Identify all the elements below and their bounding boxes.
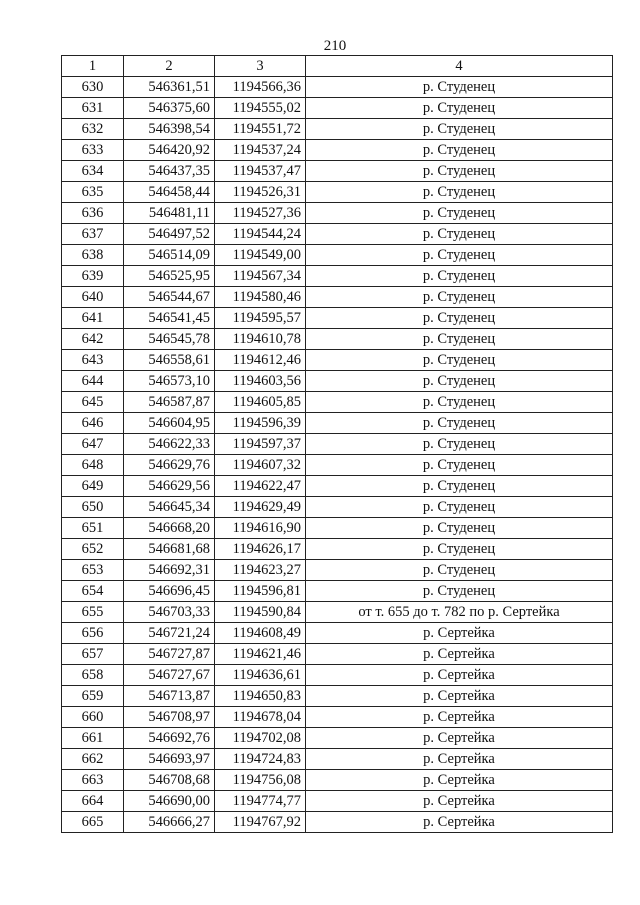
table-row <box>62 77 613 98</box>
y-coordinate-cell: 1194621,46 <box>215 644 306 665</box>
y-coordinate-cell: 1194551,72 <box>215 119 306 140</box>
table-row <box>62 560 613 581</box>
table-header <box>62 56 613 77</box>
description-cell: р. Студенец <box>306 455 613 476</box>
coordinates-table <box>61 55 613 833</box>
y-coordinate-cell: 1194636,61 <box>215 665 306 686</box>
point-number-cell: 656 <box>62 623 124 644</box>
table-row <box>62 266 613 287</box>
point-number-cell: 639 <box>62 266 124 287</box>
x-coordinate-cell: 546708,97 <box>124 707 215 728</box>
table-row <box>62 140 613 161</box>
point-number-cell: 631 <box>62 98 124 119</box>
table-row <box>62 623 613 644</box>
description-cell: р. Сертейка <box>306 728 613 749</box>
x-coordinate-cell: 546375,60 <box>124 98 215 119</box>
x-coordinate-cell: 546629,56 <box>124 476 215 497</box>
table-row <box>62 602 613 623</box>
description-cell: р. Студенец <box>306 98 613 119</box>
point-number-cell: 645 <box>62 392 124 413</box>
table-row <box>62 413 613 434</box>
x-coordinate-cell: 546544,67 <box>124 287 215 308</box>
y-coordinate-cell: 1194537,47 <box>215 161 306 182</box>
header-col-4: 4 <box>306 56 613 77</box>
point-number-cell: 646 <box>62 413 124 434</box>
y-coordinate-cell: 1194612,46 <box>215 350 306 371</box>
description-cell: р. Студенец <box>306 392 613 413</box>
description-cell: р. Студенец <box>306 371 613 392</box>
description-cell: р. Студенец <box>306 266 613 287</box>
point-number-cell: 655 <box>62 602 124 623</box>
description-cell: р. Студенец <box>306 77 613 98</box>
y-coordinate-cell: 1194537,24 <box>215 140 306 161</box>
table-row <box>62 707 613 728</box>
point-number-cell: 636 <box>62 203 124 224</box>
y-coordinate-cell: 1194608,49 <box>215 623 306 644</box>
y-coordinate-cell: 1194603,56 <box>215 371 306 392</box>
table-row <box>62 497 613 518</box>
description-cell: р. Студенец <box>306 413 613 434</box>
x-coordinate-cell: 546727,67 <box>124 665 215 686</box>
x-coordinate-cell: 546361,51 <box>124 77 215 98</box>
description-cell: р. Студенец <box>306 161 613 182</box>
table-row <box>62 749 613 770</box>
y-coordinate-cell: 1194590,84 <box>215 602 306 623</box>
x-coordinate-cell: 546692,76 <box>124 728 215 749</box>
table-row <box>62 728 613 749</box>
description-cell: р. Студенец <box>306 329 613 350</box>
x-coordinate-cell: 546690,00 <box>124 791 215 812</box>
table-row <box>62 644 613 665</box>
x-coordinate-cell: 546713,87 <box>124 686 215 707</box>
y-coordinate-cell: 1194623,27 <box>215 560 306 581</box>
description-cell: р. Студенец <box>306 350 613 371</box>
x-coordinate-cell: 546545,78 <box>124 329 215 350</box>
table-row <box>62 119 613 140</box>
point-number-cell: 640 <box>62 287 124 308</box>
point-number-cell: 642 <box>62 329 124 350</box>
x-coordinate-cell: 546693,97 <box>124 749 215 770</box>
y-coordinate-cell: 1194626,17 <box>215 539 306 560</box>
y-coordinate-cell: 1194629,49 <box>215 497 306 518</box>
point-number-cell: 664 <box>62 791 124 812</box>
description-cell: р. Студенец <box>306 119 613 140</box>
header-col-3: 3 <box>215 56 306 77</box>
y-coordinate-cell: 1194526,31 <box>215 182 306 203</box>
table-row <box>62 329 613 350</box>
x-coordinate-cell: 546525,95 <box>124 266 215 287</box>
x-coordinate-cell: 546645,34 <box>124 497 215 518</box>
point-number-cell: 653 <box>62 560 124 581</box>
x-coordinate-cell: 546622,33 <box>124 434 215 455</box>
description-cell: р. Студенец <box>306 560 613 581</box>
point-number-cell: 633 <box>62 140 124 161</box>
point-number-cell: 637 <box>62 224 124 245</box>
table-row <box>62 434 613 455</box>
y-coordinate-cell: 1194767,92 <box>215 812 306 833</box>
header-col-1: 1 <box>62 56 124 77</box>
x-coordinate-cell: 546558,61 <box>124 350 215 371</box>
header-row <box>62 56 613 77</box>
table-row <box>62 392 613 413</box>
x-coordinate-cell: 546497,52 <box>124 224 215 245</box>
description-cell: р. Студенец <box>306 140 613 161</box>
y-coordinate-cell: 1194678,04 <box>215 707 306 728</box>
description-cell: от т. 655 до т. 782 по р. Сертейка <box>306 602 613 623</box>
description-cell: р. Студенец <box>306 224 613 245</box>
y-coordinate-cell: 1194650,83 <box>215 686 306 707</box>
table-row <box>62 770 613 791</box>
table-row <box>62 350 613 371</box>
x-coordinate-cell: 546703,33 <box>124 602 215 623</box>
point-number-cell: 659 <box>62 686 124 707</box>
y-coordinate-cell: 1194544,24 <box>215 224 306 245</box>
description-cell: р. Студенец <box>306 203 613 224</box>
y-coordinate-cell: 1194549,00 <box>215 245 306 266</box>
x-coordinate-cell: 546708,68 <box>124 770 215 791</box>
description-cell: р. Сертейка <box>306 770 613 791</box>
description-cell: р. Сертейка <box>306 812 613 833</box>
table-row <box>62 539 613 560</box>
y-coordinate-cell: 1194724,83 <box>215 749 306 770</box>
table-row <box>62 791 613 812</box>
point-number-cell: 665 <box>62 812 124 833</box>
table-row <box>62 371 613 392</box>
table-row <box>62 245 613 266</box>
table-row <box>62 686 613 707</box>
table-row <box>62 455 613 476</box>
table-row <box>62 203 613 224</box>
point-number-cell: 635 <box>62 182 124 203</box>
table-body <box>62 77 613 833</box>
description-cell: р. Студенец <box>306 287 613 308</box>
point-number-cell: 651 <box>62 518 124 539</box>
y-coordinate-cell: 1194702,08 <box>215 728 306 749</box>
point-number-cell: 641 <box>62 308 124 329</box>
header-col-2: 2 <box>124 56 215 77</box>
y-coordinate-cell: 1194527,36 <box>215 203 306 224</box>
x-coordinate-cell: 546727,87 <box>124 644 215 665</box>
point-number-cell: 648 <box>62 455 124 476</box>
description-cell: р. Студенец <box>306 581 613 602</box>
description-cell: р. Сертейка <box>306 644 613 665</box>
description-cell: р. Студенец <box>306 308 613 329</box>
y-coordinate-cell: 1194596,81 <box>215 581 306 602</box>
y-coordinate-cell: 1194616,90 <box>215 518 306 539</box>
description-cell: р. Студенец <box>306 182 613 203</box>
x-coordinate-cell: 546681,68 <box>124 539 215 560</box>
point-number-cell: 638 <box>62 245 124 266</box>
x-coordinate-cell: 546604,95 <box>124 413 215 434</box>
x-coordinate-cell: 546420,92 <box>124 140 215 161</box>
description-cell: р. Сертейка <box>306 623 613 644</box>
x-coordinate-cell: 546721,24 <box>124 623 215 644</box>
x-coordinate-cell: 546696,45 <box>124 581 215 602</box>
y-coordinate-cell: 1194580,46 <box>215 287 306 308</box>
y-coordinate-cell: 1194610,78 <box>215 329 306 350</box>
y-coordinate-cell: 1194774,77 <box>215 791 306 812</box>
description-cell: р. Студенец <box>306 476 613 497</box>
y-coordinate-cell: 1194596,39 <box>215 413 306 434</box>
point-number-cell: 634 <box>62 161 124 182</box>
description-cell: р. Сертейка <box>306 665 613 686</box>
x-coordinate-cell: 546668,20 <box>124 518 215 539</box>
x-coordinate-cell: 546514,09 <box>124 245 215 266</box>
description-cell: р. Сертейка <box>306 749 613 770</box>
x-coordinate-cell: 546437,35 <box>124 161 215 182</box>
point-number-cell: 662 <box>62 749 124 770</box>
table-row <box>62 665 613 686</box>
description-cell: р. Студенец <box>306 518 613 539</box>
x-coordinate-cell: 546541,45 <box>124 308 215 329</box>
x-coordinate-cell: 546666,27 <box>124 812 215 833</box>
point-number-cell: 658 <box>62 665 124 686</box>
x-coordinate-cell: 546587,87 <box>124 392 215 413</box>
table-row <box>62 287 613 308</box>
description-cell: р. Студенец <box>306 245 613 266</box>
description-cell: р. Сертейка <box>306 707 613 728</box>
point-number-cell: 644 <box>62 371 124 392</box>
point-number-cell: 657 <box>62 644 124 665</box>
point-number-cell: 647 <box>62 434 124 455</box>
y-coordinate-cell: 1194555,02 <box>215 98 306 119</box>
page-number: 210 <box>323 38 347 54</box>
y-coordinate-cell: 1194756,08 <box>215 770 306 791</box>
description-cell: р. Сертейка <box>306 791 613 812</box>
table-row <box>62 182 613 203</box>
point-number-cell: 643 <box>62 350 124 371</box>
point-number-cell: 630 <box>62 77 124 98</box>
table-row <box>62 161 613 182</box>
y-coordinate-cell: 1194567,34 <box>215 266 306 287</box>
y-coordinate-cell: 1194605,85 <box>215 392 306 413</box>
x-coordinate-cell: 546398,54 <box>124 119 215 140</box>
table-row <box>62 98 613 119</box>
y-coordinate-cell: 1194595,57 <box>215 308 306 329</box>
description-cell: р. Студенец <box>306 434 613 455</box>
x-coordinate-cell: 546629,76 <box>124 455 215 476</box>
y-coordinate-cell: 1194607,32 <box>215 455 306 476</box>
y-coordinate-cell: 1194622,47 <box>215 476 306 497</box>
table-row <box>62 224 613 245</box>
y-coordinate-cell: 1194566,36 <box>215 77 306 98</box>
description-cell: р. Сертейка <box>306 686 613 707</box>
description-cell: р. Студенец <box>306 539 613 560</box>
table-row <box>62 308 613 329</box>
point-number-cell: 660 <box>62 707 124 728</box>
table-row <box>62 476 613 497</box>
point-number-cell: 661 <box>62 728 124 749</box>
y-coordinate-cell: 1194597,37 <box>215 434 306 455</box>
table-row <box>62 812 613 833</box>
table-row <box>62 581 613 602</box>
x-coordinate-cell: 546692,31 <box>124 560 215 581</box>
point-number-cell: 654 <box>62 581 124 602</box>
x-coordinate-cell: 546573,10 <box>124 371 215 392</box>
x-coordinate-cell: 546458,44 <box>124 182 215 203</box>
point-number-cell: 652 <box>62 539 124 560</box>
x-coordinate-cell: 546481,11 <box>124 203 215 224</box>
description-cell: р. Студенец <box>306 497 613 518</box>
point-number-cell: 650 <box>62 497 124 518</box>
point-number-cell: 663 <box>62 770 124 791</box>
point-number-cell: 649 <box>62 476 124 497</box>
point-number-cell: 632 <box>62 119 124 140</box>
table-row <box>62 518 613 539</box>
